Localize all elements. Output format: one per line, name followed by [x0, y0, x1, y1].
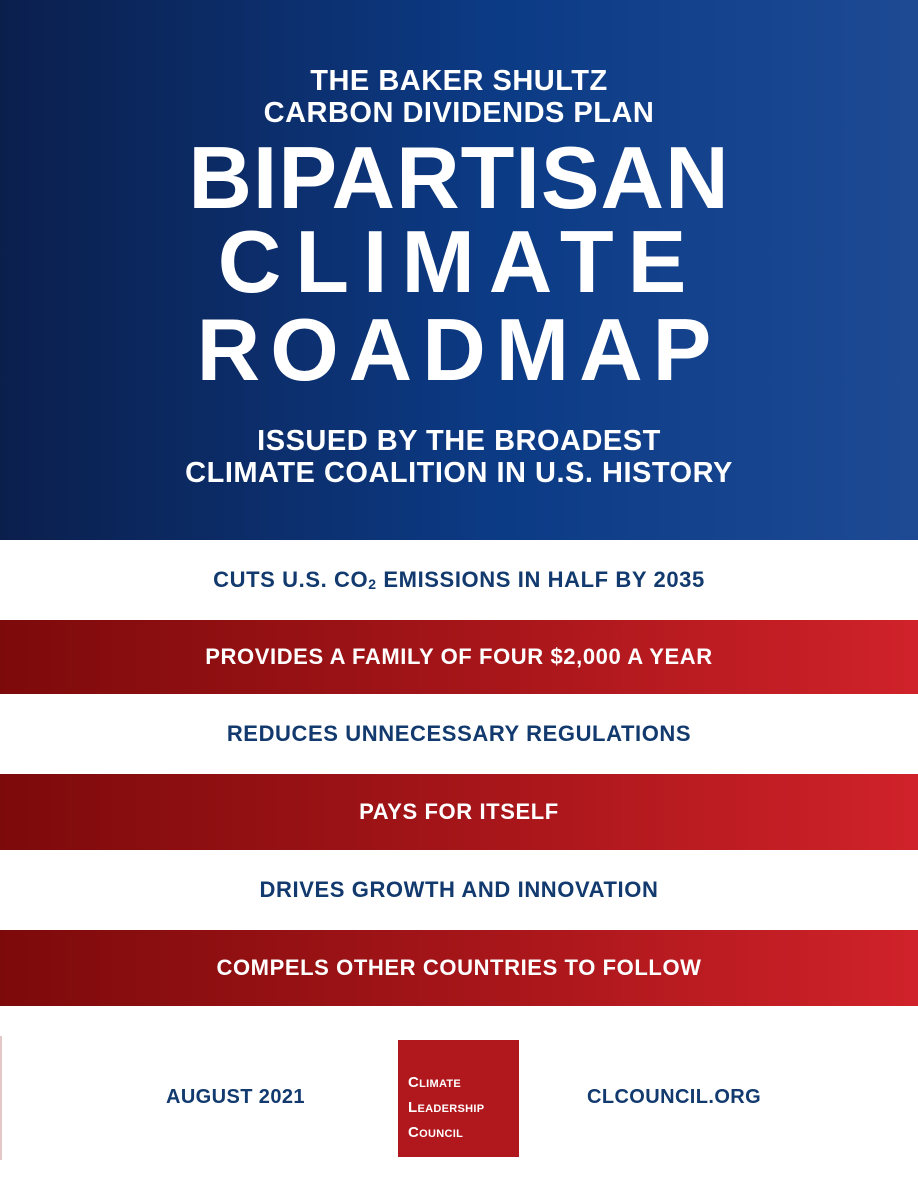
plan-kicker-line-2: CARBON DIVIDENDS PLAN [263, 97, 655, 129]
benefit-pays-for-itself-text: PAYS FOR ITSELF [359, 799, 559, 824]
benefit-pays-for-itself [0, 774, 918, 850]
title-line-roadmap: ROADMAP [196, 300, 722, 399]
benefit-reduces-regulations-text: REDUCES UNNECESSARY REGULATIONS [226, 721, 692, 746]
logo-text-council: Council [408, 1124, 464, 1141]
title-line-bipartisan: BIPARTISAN [188, 128, 730, 227]
issued-by-line-2: CLIMATE COALITION IN U.S. HISTORY [185, 457, 733, 489]
website-link[interactable]: CLCOUNCIL.ORG [587, 1086, 762, 1108]
benefit-drives-growth [0, 850, 918, 930]
benefit-cuts-emissions-text: CUTS U.S. CO2 EMISSIONS IN HALF BY 2035 [213, 567, 705, 592]
hero-banner [0, 0, 918, 540]
benefit-compels-countries-text: COMPELS OTHER COUNTRIES TO FOLLOW [216, 955, 702, 980]
benefit-family-dividend [0, 620, 918, 694]
publication-date: AUGUST 2021 [166, 1086, 305, 1108]
benefit-drives-growth-text: DRIVES GROWTH AND INNOVATION [259, 877, 659, 902]
benefit-cuts-emissions [0, 540, 918, 620]
climate-leadership-council-logo [398, 1040, 519, 1157]
title-line-climate: CLIMATE [217, 212, 701, 311]
benefit-compels-countries [0, 930, 918, 1006]
issued-by-line-1: ISSUED BY THE BROADEST [257, 425, 661, 457]
left-edge-divider [0, 1036, 2, 1160]
logo-text-leadership: Leadership [408, 1099, 485, 1116]
logo-text-climate: Climate [408, 1074, 462, 1091]
plan-kicker-line-1: THE BAKER SHULTZ [310, 65, 608, 97]
benefit-family-dividend-text: PROVIDES A FAMILY OF FOUR $2,000 A YEAR [205, 644, 713, 669]
benefit-reduces-regulations [0, 694, 918, 774]
